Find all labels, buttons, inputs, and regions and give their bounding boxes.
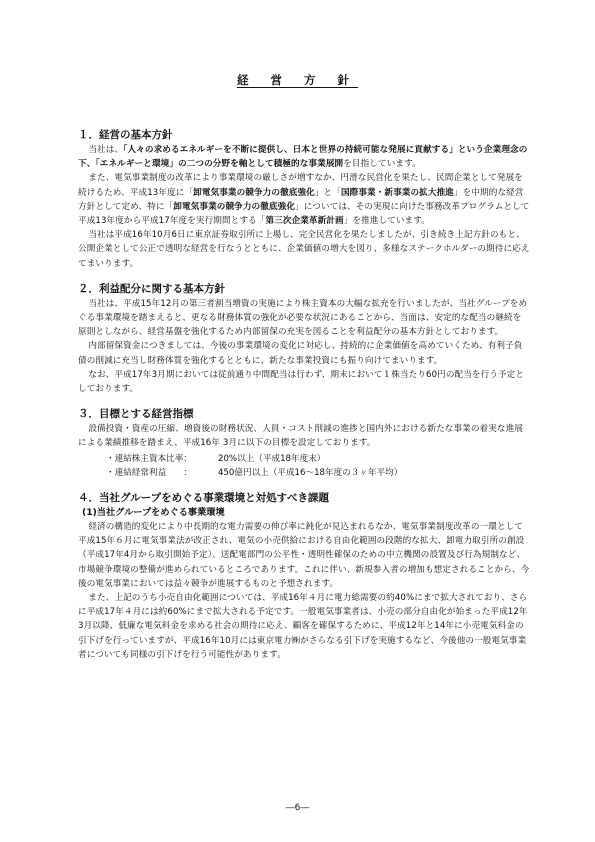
- paragraph: 当社は、平成15年12月の第三者割当増資の実施により株主資本の大幅な拡充を行いましたが、当社グループをめぐる事業環境を踏まえると、更なる財務体質の強化が必要な状況にあることから、当面は、安定的な配当の継続を原則としながら、経営基盤を強化するため内部留保の充実を図ることを利益配分の基本方針としております。: [78, 298, 528, 338]
- paragraph: また、上記のうち小売自由化範囲については、平成16年４月に電力総需要の約40%にまで拡大されており、さらに平成17年４月には約60%にまで拡大される予定です。一般電気事業者は、小売の部分自由化が始まった平成12年3月以降、低廉な電気料金を求める社会の期待に応え、顧客を確保するために、平成12年と14年に小売電気料金の引下げを行っていますが、平成16年10月には東京電力㈱がさらなる引下げを実施するなど、今後他の一般電気事業者についても同様の引下げを行う可能性があります。: [78, 593, 528, 660]
- paragraph: 経済の構造的変化により中長期的な電力需要の伸び率に鈍化が見込まれるなか、電気事業制度改革の一環として平成15年６月に電気事業法が改正され、電気の小売供給における自由化範囲の段階的な拡大、卸電力取引所の創設（平成17年4月から取引開始予定）、送配電部門の公平性・透明性確保のための中立機関の設置及び行為規制など、市場競争環境の整備が進められているところであります。これに伴い、新規参入者の増加も想定されることから、今後の電気事業においては益々競争が進展するものと予想されます。: [78, 522, 530, 589]
- subsection-heading: (1)当社グループをめぐる事業環境: [82, 507, 225, 519]
- paragraph: また、電気事業制度の改革により事業環境の厳しさが増すなか、円滑な民営化を果たし、民間企業として発展を続けるため、平成13年度に「卸電気事業の競争力の徹底強化」と「国際事業・新事業の拡大推進」を中期的な経営方針として定め、特に「卸電気事業の競争力の徹底強化」については、その実現に向けた事務改革プログラムとして平成13年度から平成17年度を実行期間とする「第三次企業革新計画」を推進しています。: [78, 173, 530, 227]
- target-list: [106, 452, 530, 480]
- paragraph: 当社は、「人々の求めるエネルギーを不断に提供し、日本と世界の持続可能な発展に貢献する」という企業理念の下、「エネルギーと環境」の二つの分野を軸として積極的な事業展開を目指しています。: [78, 145, 528, 170]
- section-heading: ４．当社グループをめぐる事業環境と対処すべき課題: [78, 492, 329, 505]
- page-number: ―6―: [285, 803, 310, 813]
- target-label: ・連結株主資本比率：: [106, 453, 192, 464]
- paragraph: 設備投資・資産の圧縮、増資後の財務状況、人員・コスト削減の進捗と国内外における新たな事業の着実な進展による業績推移を踏まえ、平成16年 3月に以下の目標を設定しております。: [78, 424, 524, 449]
- section-basic-policy: [78, 128, 530, 271]
- target-value: 20%以上（平成18年度末）: [218, 453, 326, 464]
- document-body: [78, 128, 530, 673]
- section-heading: ２．利益配分に関する基本方針: [78, 282, 225, 295]
- target-item: [106, 466, 530, 480]
- paragraph: 当社は平成16年10月6日に東京証券取引所に上場し、完全民営化を果たしましたが、引き続き上記方針のもと、公開企業として公正で透明な経営を行なうとともに、企業価値の増大を図り、多様なステークホルダーの期待に応えてまいります。: [78, 230, 530, 269]
- section-dividend-policy: [78, 282, 530, 396]
- paragraph: 内部留保資金につきましては、今後の事業環境の変化に対応し、持続的に企業価値を高めていくため、有利子負債の削減に充当し財務体質を強化するとともに、新たな事業投資にも振り向けてまいります。: [78, 341, 523, 366]
- section-heading: １．経営の基本方針: [78, 129, 173, 141]
- section-heading: ３．目標とする経営指標: [78, 408, 194, 421]
- target-label: ・連結経常利益 ：: [106, 467, 192, 478]
- section-management-targets: [78, 407, 530, 480]
- target-item: [106, 452, 530, 466]
- page-title: 経 営 方 針: [236, 73, 358, 87]
- target-value: 450億円以上（平成16～18年度の３ヶ年平均）: [218, 467, 403, 478]
- section-business-environment: [78, 491, 530, 662]
- paragraph: なお、平成17年3月期においては従前通り中間配当は行わず、期末において１株当たり60円の配当を行う予定としております。: [78, 369, 525, 395]
